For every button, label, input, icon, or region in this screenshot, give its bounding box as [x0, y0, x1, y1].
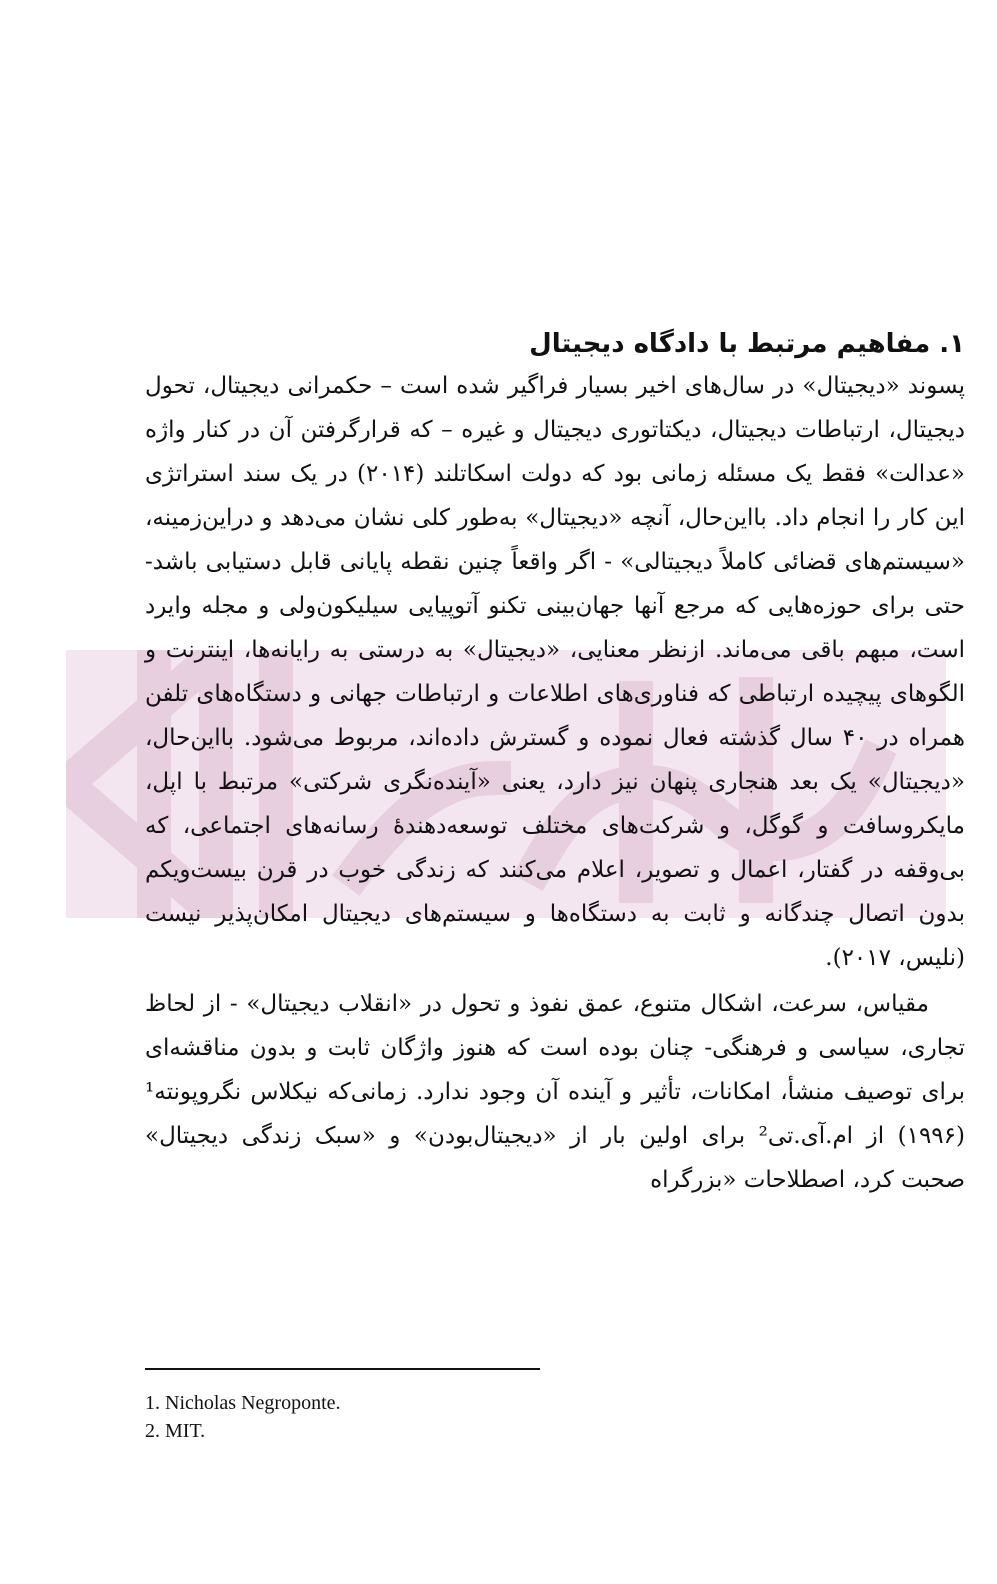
footnote-2: 2. MIT.: [145, 1420, 206, 1442]
footnotes: [145, 1389, 665, 1445]
footnote-1: 1. Nicholas Negroponte.: [145, 1392, 341, 1414]
body-paragraph-1: پسوند «دیجیتال» در سال‌های اخیر بسیار فراگیر شده است – حکمرانی دیجیتال، تحول دیجیتال، ارتباطات دیجیتال، دیکتاتوری دیجیتال و غیره – که قرارگرفتن آن در کنار واژه «عدالت» فقط یک مسئله زمانی بود که دولت اسکاتلند (۲۰۱۴) در یک سند استراتژی این کار را انجام داد. بااین‌حال، آنچه «دیجیتال» به‌طور کلی نشان می‌دهد و دراین‌زمینه، «سیستم‌های قضائی کاملاً دیجیتالی» - اگر واقعاً چنین نقطه پایانی قابل دستیابی باشد- حتی برای حوزه‌هایی که مرجع آنها جهان‌بینی تکنو آتوپیایی سیلیکون‌ولی و مجله وایرد است، مبهم باقی می‌ماند. ازنظر معنایی، «دیجیتال» به درستی به رایانه‌ها، اینترنت و الگوهای پیچیده ارتباطی که فناوری‌های اطلاعات و ارتباطات جهانی و دستگاه‌های تلفن همراه در ۴۰ سال گذشته فعال نموده و گسترش داده‌اند، مربوط می‌شود. بااین‌حال، «دیجیتال» یک بعد هنجاری پنهان نیز دارد، یعنی «آینده‌نگری شرکتی» مرتبط با اپل، مایکروسافت و گوگل، و شرکت‌های مختلف توسعه‌دهندهٔ رسانه‌های اجتماعی، که بی‌وقفه در گفتار، اعمال و تصویر، اعلام می‌کنند که زندگی خوب در قرن بیست‌ویکم بدون اتصال چندگانه و ثابت به دستگاه‌ها و سیستم‌های دیجیتال امکان‌پذیر نیست (نلیس، ۲۰۱۷).: [145, 373, 966, 971]
body-paragraph-2: مقیاس، سرعت، اشکال متنوع، عمق نفوذ و تحول در «انقلاب دیجیتال» - از لحاظ تجاری، سیاسی و فرهنگی- چنان بوده است که هنوز واژگان ثابت و بدون مناقشه‌ای برای توصیف منشأ، امکانات، تأثیر و آینده آن وجود ندارد. زمانی‌که نیکلاس نگروپونته¹ (۱۹۹۶) از ام.آی.تی² برای اولین بار از «دیجیتال‌بودن» و «سبک زندگی دیجیتال» صحبت کرد، اصطلاحات «بزرگراه: [145, 991, 965, 1193]
section-heading: ۱. مفاهیم مرتبط با دادگاه دیجیتال: [529, 329, 965, 359]
document-body: [145, 324, 965, 1202]
footnote-separator: [145, 1368, 540, 1370]
